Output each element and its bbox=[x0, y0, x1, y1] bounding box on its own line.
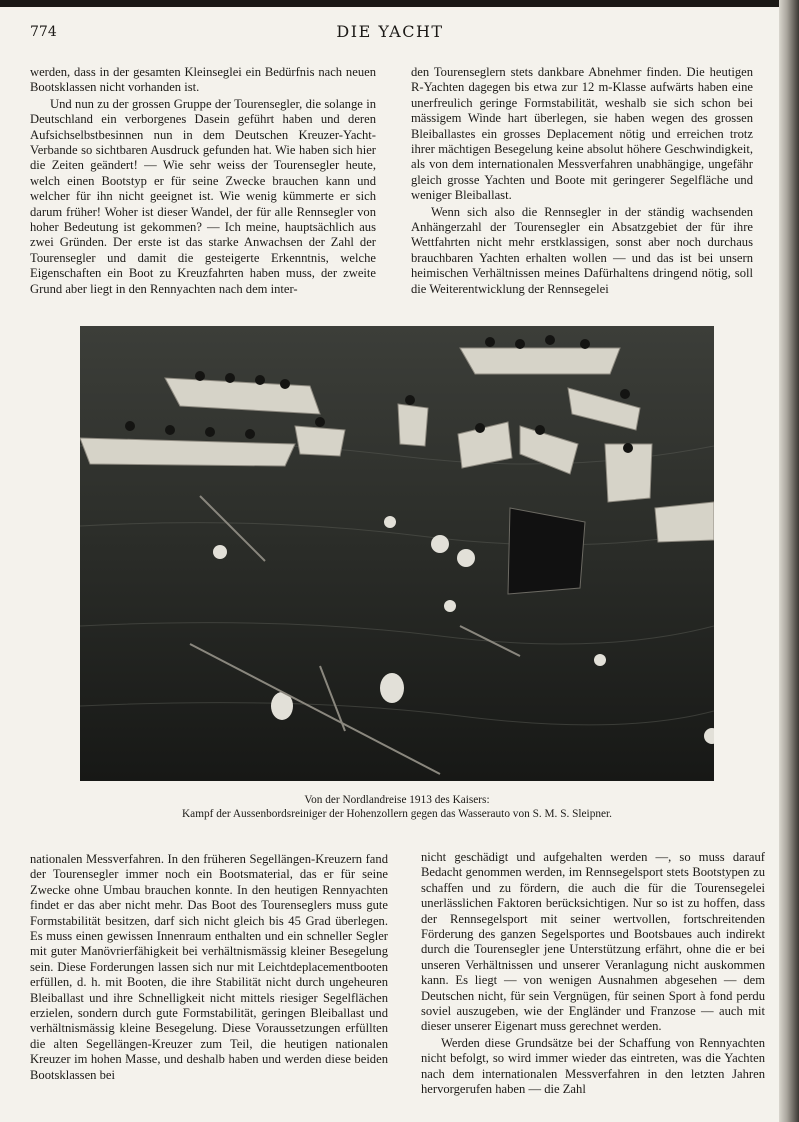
scan-right-edge bbox=[779, 0, 799, 1122]
top-right-column bbox=[411, 65, 753, 297]
photograph-boats-in-water bbox=[80, 326, 714, 781]
journal-title: DIE YACHT bbox=[336, 22, 444, 41]
page-number: 774 bbox=[30, 24, 57, 40]
photo-illustration bbox=[80, 326, 714, 781]
paragraph: Und nun zu der grossen Gruppe der Tourensegler, die solange in Deutschland ein verborgenes Dasein geführt haben und deren Aufsichselbstbesinnen nun in dem Deutschen Kreuzer-Yacht-Verbande so sichtbaren Ausdruck gefunden hat. Wie haben sich hier die Zeiten geändert! — Wie sehr weiss der Tourensegler heute, welch einen Bootstyp er für seine Zwecke brauchen kann und welcher für ihn nicht geeignet ist. Wie wenig kümmerte er sich darum früher! Woher ist dieser Wandel, der für alle Rennsegler von hoher Bedeutung ist gekommen? — Ich meine, hauptsächlich aus zwei Gründen. Der erste ist das starke Anwachsen der Zahl der Tourensegler und damit die gesteigerte Erkenntnis, welche Eigenschaften ein Boot zu Kreuzfahrten haben muss, der zweite Grund aber liegt in den Rennyachten nach dem inter- bbox=[30, 96, 376, 296]
paragraph: den Tourenseglern stets dankbare Abnehmer finden. Die heutigen R-Yachten dagegen bis etwa zur 12 m-Klasse aufwärts haben eine unerfreulich geringe Formstabilität, weshalb sie sich schon bei mässigem Winde hart überlegen, sie haben wegen des grossen Bleiballastes ein grosses Deplacement nötig und erreichen trotz ihrer mächtigen Besegelung keine absolut höhere Geschwindigkeit, als von dem internationalen Messverfahren unabhängige, ungefähr gleich grosse Yachten und Boote mit geringerer Segelfläche und weniger Bleiballast. bbox=[411, 65, 753, 203]
bottom-right-column bbox=[421, 850, 765, 1098]
bottom-left-column bbox=[30, 852, 388, 1083]
figure-caption-line2: Kampf der Aussenbordsreiniger der Hohenzollern gegen das Wasserauto von S. M. S. Sleipner. bbox=[182, 808, 612, 820]
paragraph: Werden diese Grundsätze bei der Schaffung von Rennyachten nicht befolgt, so wird immer wieder das eintreten, was die Yachten nach dem internationalen Messverfahren in den letzten Jahren hervorgerufen haben — die Zahl bbox=[421, 1035, 765, 1097]
paragraph: werden, dass in der gesamten Kleinseglei ein Bedürfnis nach neuen Bootsklassen nicht vorhanden ist. bbox=[30, 65, 376, 95]
figure-caption-line1: Von der Nordlandreise 1913 des Kaisers: bbox=[304, 794, 490, 806]
paragraph: Wenn sich also die Rennsegler in der ständig wachsenden Anhängerzahl der Tourensegler ein Absatzgebiet der für ihre Wettfahrten nicht mehr erstklassigen, sonst aber noch durchaus brauchbaren Yachten erhalten wollen — und das ist bei unsern heimischen Verhältnissen meines Dafürhaltens dringend nötig, soll die Weiterentwicklung der Rennsegelei bbox=[411, 204, 753, 296]
scan-top-edge bbox=[0, 0, 799, 7]
top-left-column bbox=[30, 65, 376, 297]
paragraph: nicht geschädigt und aufgehalten werden —, so muss darauf Bedacht genommen werden, im Rennsegelsport stets Bootstypen zu schaffen und zu fördern, die auch die für die Tourensegelei unerlässlichen Faktoren berücksichtigen. Nur so ist zu hoffen, dass der Rennsegelsport mit seiner wertvollen, fortschreitenden Förderung des ganzen Segelsportes und Bootsbaues auch indirekt durch die Tourensegler jene Unterstützung erfährt, ohne die er bei unseren Verhältnissen und unserer Veranlagung nicht auskommen kann. Es liegt — von wenigen Ausnahmen abgesehen — dem Deutschen nicht, für sein Vergnügen, für seinen Sport à fond perdu soviel auszugeben, wie der Engländer und Franzose — auch mit dieser unserer Eigenart muss gerechnet werden. bbox=[421, 850, 765, 1034]
paragraph: nationalen Messverfahren. In den früheren Segellängen-Kreuzern fand der Tourensegler immer noch ein Bootsmaterial, das er für seine Zwecke ohne Umbau brauchen konnte. In den heutigen Rennyachten findet er das aber nicht mehr. Das Boot des Tourenseglers muss gute Formstabilität besitzen, darf sich nicht gleich bis 45 Grad überlegen. Es muss einen gewissen Innenraum enthalten und ein schneller Segler mit guter Manövrierfähigkeit bei verhältnismässig kleiner Besegelung sein. Diese Forderungen lassen sich nur mit Leichtdeplacementbooten erfüllen, d. h. mit Booten, die ihre Stabilität nicht durch ungeheuren Bleiballast und ihre Schnelligkeit nicht mittels riesiger Segelflächen erzielen, sondern durch gute Formstabilität, geringen Bleiballast und verhältnismässig kleine Besegelung. Diese Voraussetzungen erfüllten die alten Segellängen-Kreuzer zum Teil, die heutigen nationalen Kreuzer im hohen Masse, und deshalb haben und werden diese beiden Bootsklassen bei bbox=[30, 852, 388, 1082]
